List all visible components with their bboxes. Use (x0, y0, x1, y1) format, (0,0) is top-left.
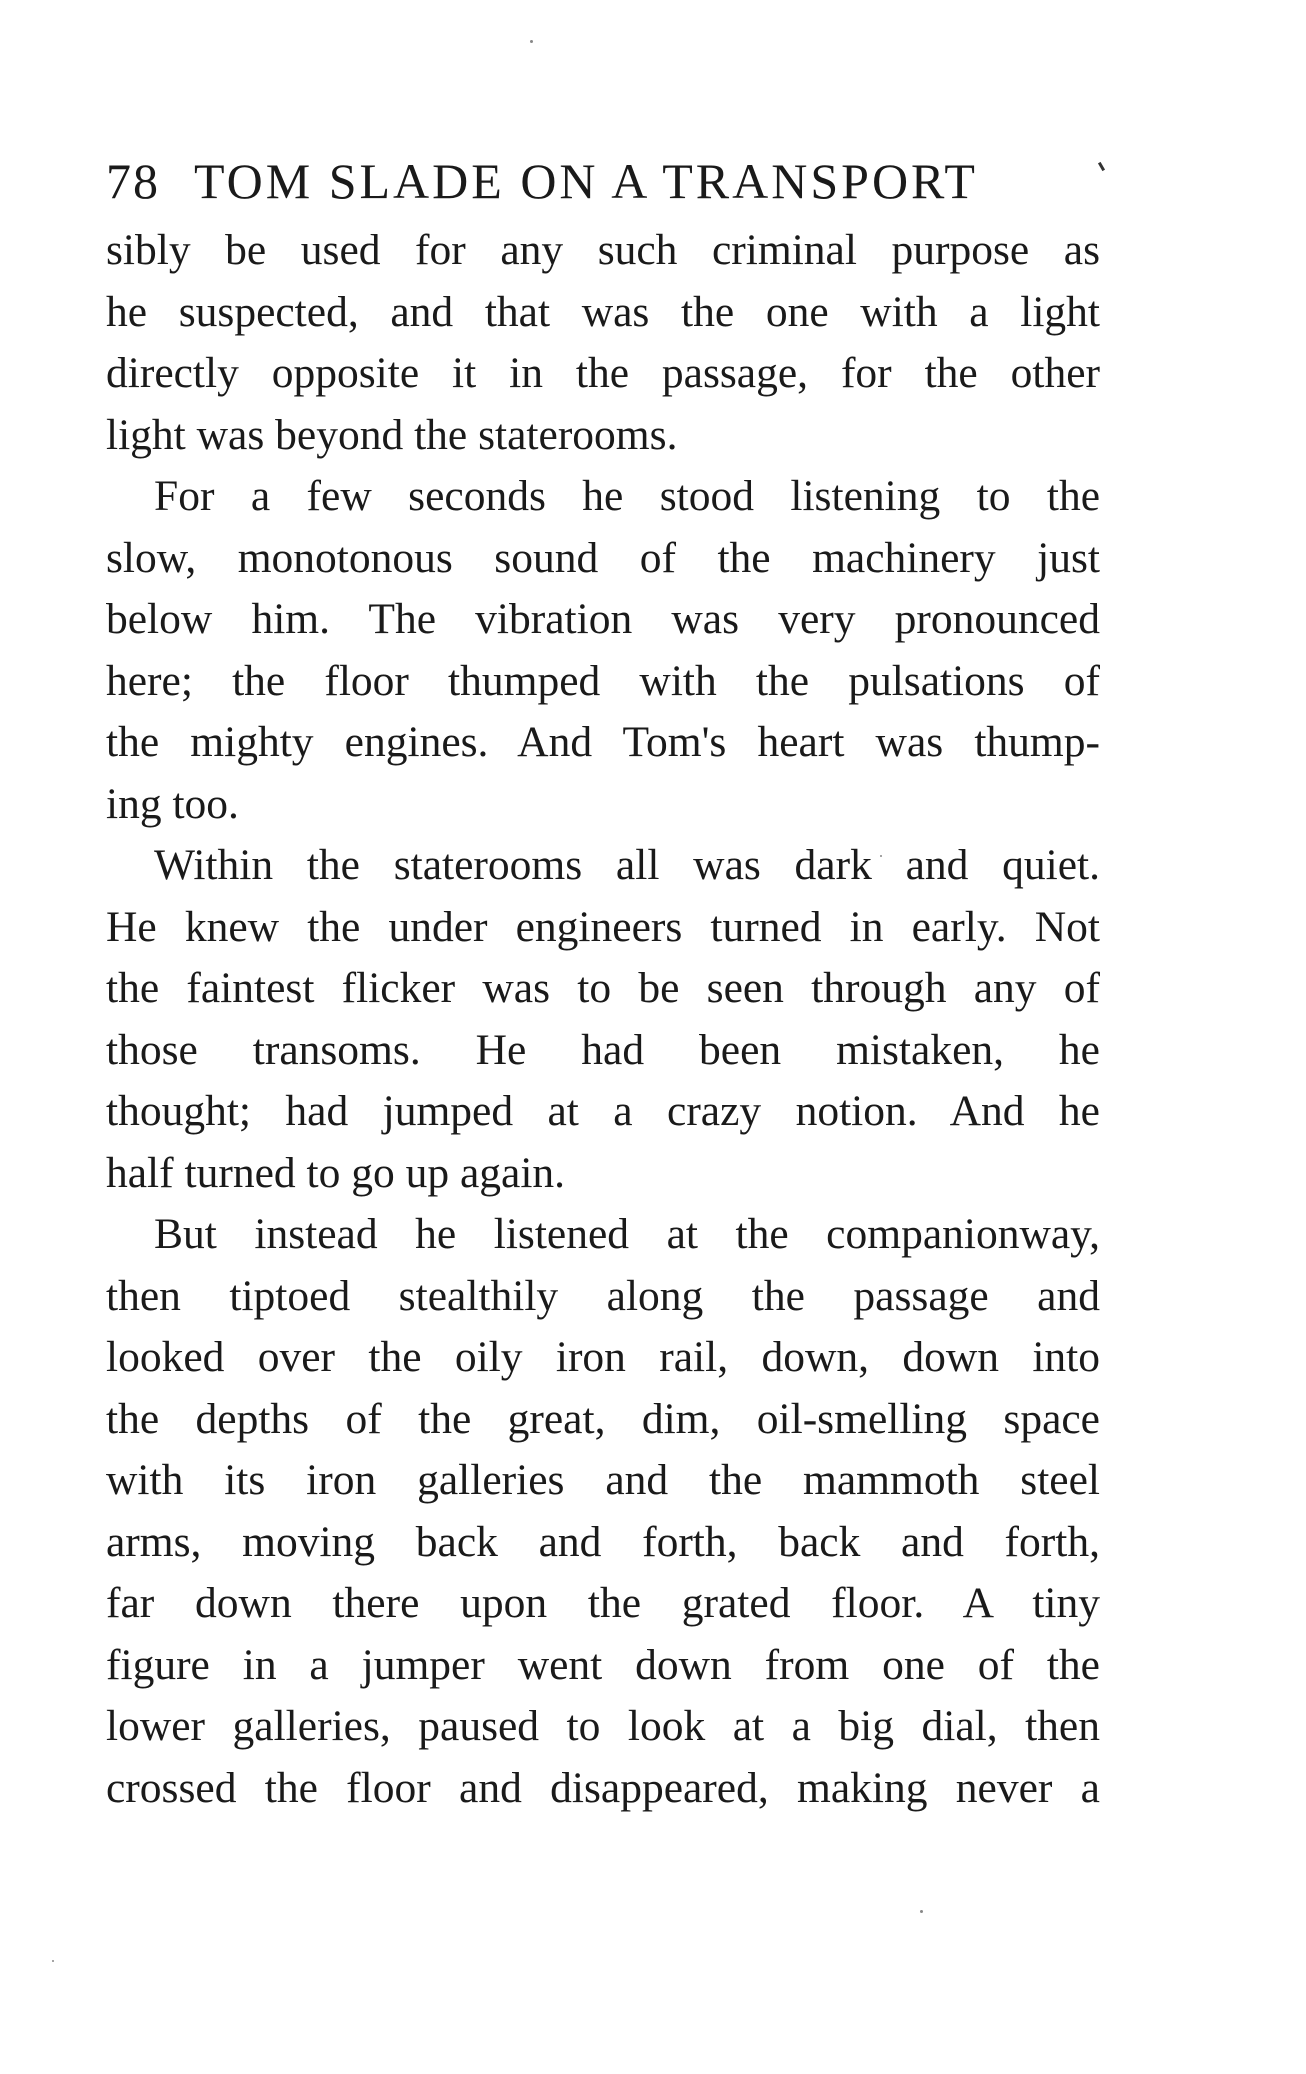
paper-speck (920, 1910, 923, 1913)
text-line: arms, moving back and forth, back and forth, (106, 1517, 1100, 1566)
text-line: far down there upon the grated floor. A tiny (106, 1579, 1100, 1627)
text-line: half turned to go up again. (106, 1148, 566, 1197)
text-line: looked over the oily iron rail, down, down into (106, 1333, 1100, 1381)
text-line: with its iron galleries and the mammoth steel (106, 1456, 1100, 1504)
paragraph (106, 835, 1100, 1204)
text-line: below him. The vibration was very pronounced (106, 595, 1100, 643)
paragraph (106, 1204, 1100, 1819)
text-line: crossed the floor and disappeared, making never a (106, 1763, 1100, 1812)
text-line: the faintest flicker was to be seen through any of (106, 964, 1100, 1012)
paper-speck (52, 1960, 54, 1962)
text-line: thought; had jumped at a crazy notion. And he (106, 1087, 1100, 1135)
paper-speck (530, 40, 533, 43)
text-line: For a few seconds he stood listening to the (154, 472, 1100, 520)
text-line: he suspected, and that was the one with a light (106, 287, 1100, 336)
running-header (106, 150, 1100, 212)
paragraph (106, 220, 1100, 466)
text-line: light was beyond the staterooms. (106, 410, 678, 459)
text-line: the mighty engines. And Tom's heart was thump- (106, 718, 1100, 766)
page-number: 78 (106, 153, 160, 209)
text-line: He knew the under engineers turned in early. Not (106, 902, 1100, 951)
text-line: the depths of the great, dim, oil-smelling space (106, 1394, 1100, 1443)
text-line: directly opposite it in the passage, for the other (106, 349, 1100, 397)
text-line: those transoms. He had been mistaken, he (106, 1025, 1100, 1074)
text-line: ing too. (106, 779, 239, 828)
text-line: figure in a jumper went down from one of the (106, 1640, 1100, 1689)
body-text (106, 220, 1100, 1819)
text-line: Within the staterooms all was dark and quiet. (154, 841, 1100, 889)
text-line: slow, monotonous sound of the machinery just (106, 533, 1100, 582)
text-line: here; the floor thumped with the pulsations of (106, 656, 1100, 705)
text-line: then tiptoed stealthily along the passage and (106, 1271, 1100, 1320)
book-page (106, 150, 1100, 1819)
text-line: lower galleries, paused to look at a big dial, then (106, 1702, 1100, 1750)
text-line: sibly be used for any such criminal purpose as (106, 226, 1100, 274)
running-title: TOM SLADE ON A TRANSPORT (194, 153, 978, 209)
paragraph (106, 466, 1100, 835)
text-line: But instead he listened at the companionway, (154, 1210, 1100, 1258)
